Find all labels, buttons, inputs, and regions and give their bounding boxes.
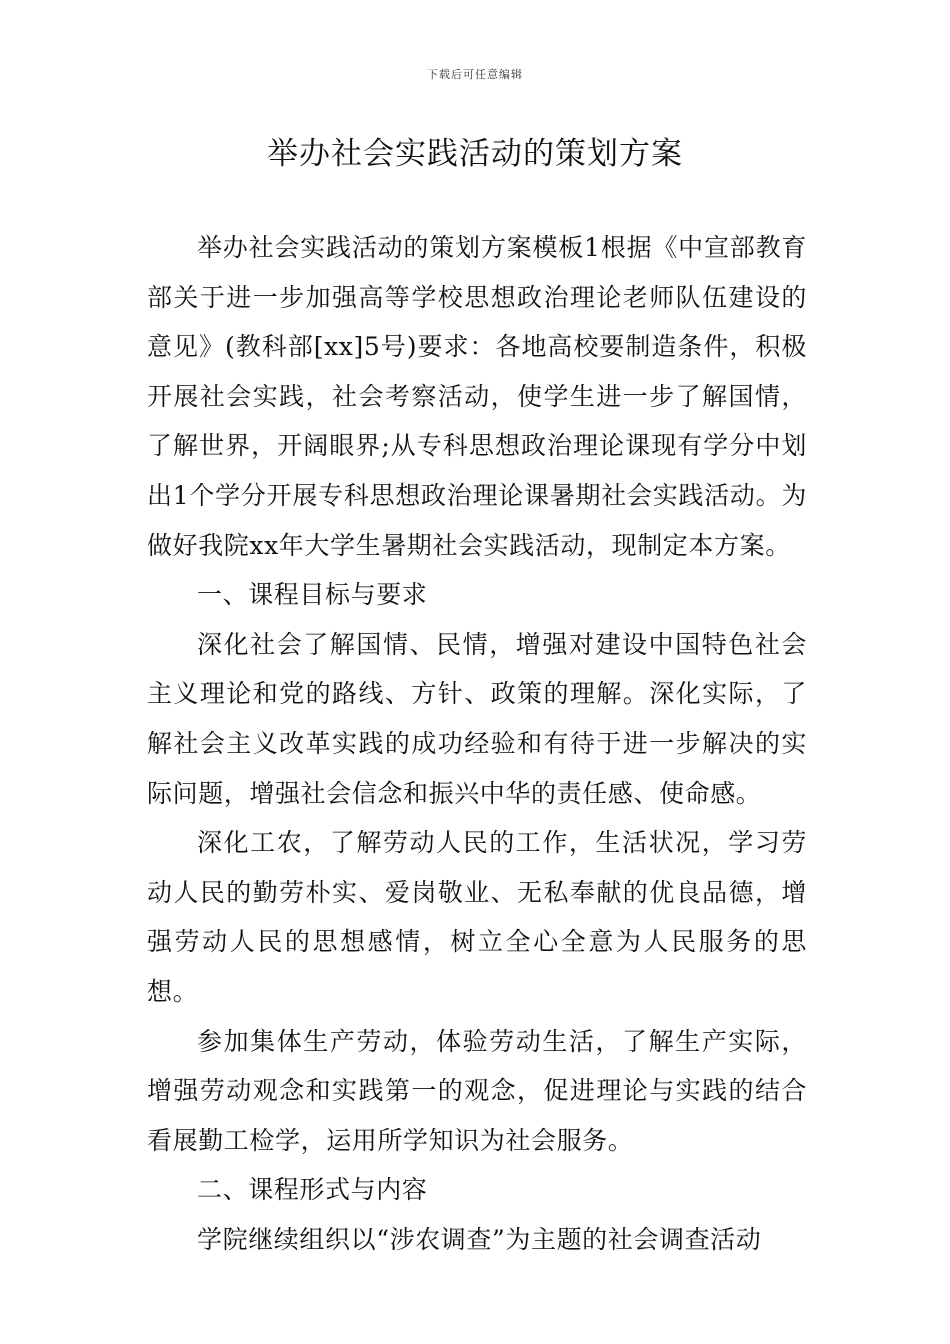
document-body	[147, 223, 807, 1264]
paragraph: 深化社会了解国情、民情，增强对建设中国特色社会主义理论和党的路线、方针、政策的理解。深化实际，了解社会主义改革实践的成功经验和有待于进一步解决的实际问题，增强社会信念和振兴中华的责任感、使命感。	[147, 629, 807, 808]
paragraph: 学院继续组织以“涉农调查”为主题的社会调查活动	[197, 1224, 762, 1254]
section-heading-2: 二、课程形式与内容	[197, 1175, 428, 1205]
paragraph: 深化工农，了解劳动人民的工作，生活状况，学习劳动人民的勤劳朴实、爱岗敬业、无私奉献的优良品德，增强劳动人民的思想感情，树立全心全意为人民服务的思想。	[147, 828, 807, 1006]
paragraph: 参加集体生产劳动，体验劳动生活，了解生产实际，增强劳动观念和实践第一的观念，促进理论与实践的结合看展勤工检学，运用所学知识为社会服务。	[147, 1026, 807, 1155]
paragraph-intro: 举办社会实践活动的策划方案模板1根据《中宣部教育部关于进一步加强高等学校思想政治理论老师队伍建设的意见》(教科部[xx]5号)要求：各地高校要制造条件，积极开展社会实践，社会考察活动，使学生进一步了解国情，了解世界，开阔眼界;从专科思想政治理论课现有学分中划出1个学分开展专科思想政治理论课暑期社会实践活动。为做好我院xx年大学生暑期社会实践活动，现制定本方案。	[147, 233, 807, 560]
section-heading-1: 一、课程目标与要求	[197, 580, 428, 610]
page-header-note: 下载后可任意编辑	[427, 68, 523, 81]
document-title: 举办社会实践活动的策划方案	[267, 136, 683, 172]
